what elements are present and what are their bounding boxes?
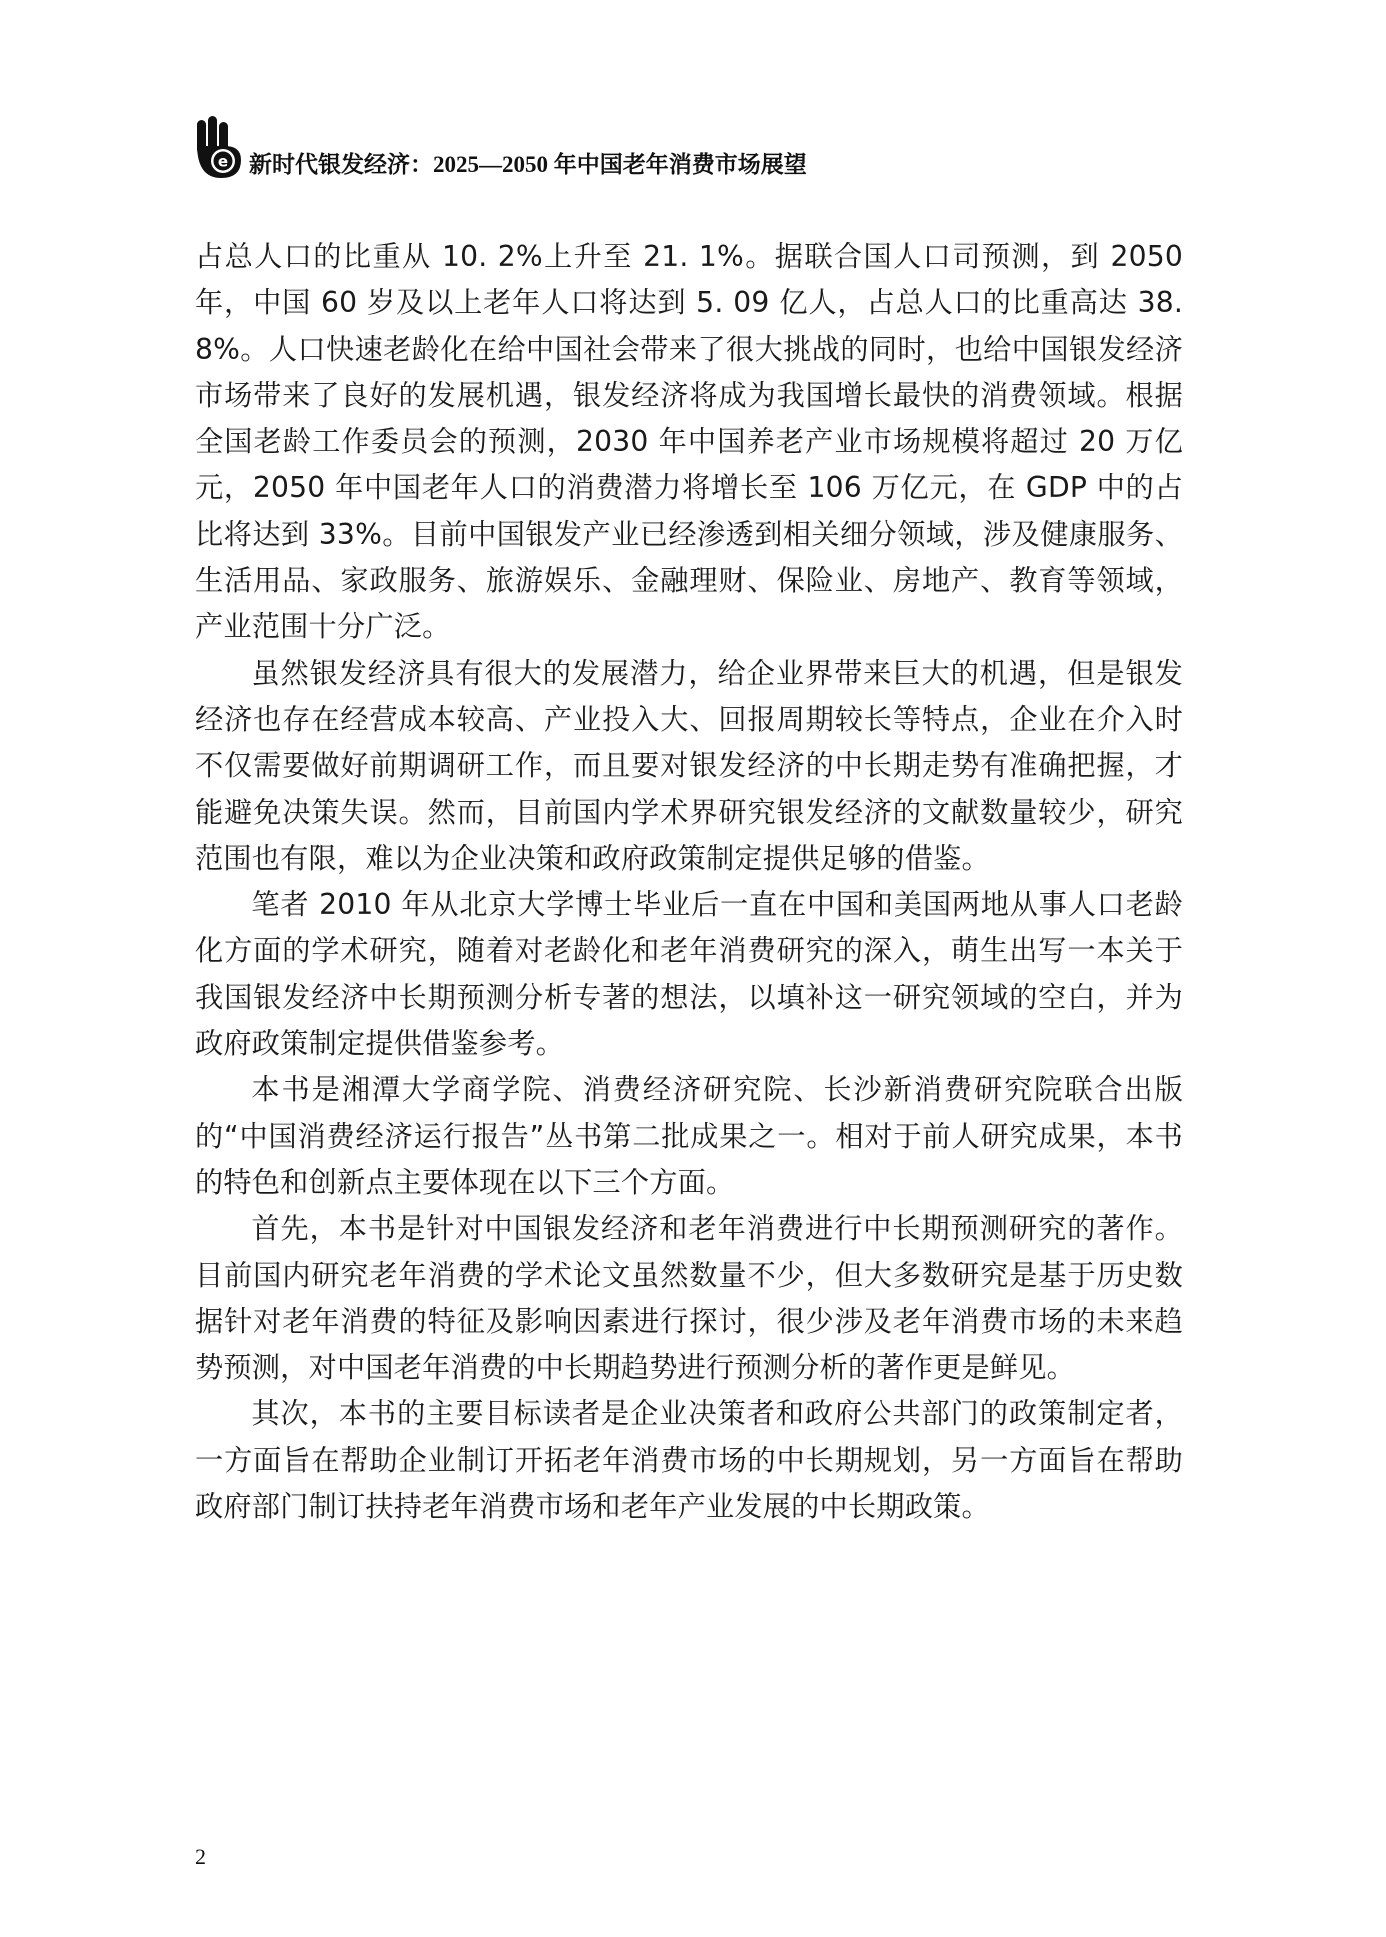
page-number: 2 — [195, 1844, 206, 1869]
hand-e-logo-icon — [195, 116, 243, 182]
paragraph: 其次，本书的主要目标读者是企业决策者和政府公共部门的政策制定者，一方面旨在帮助企业制订开拓老年消费市场的中长期规划，另一方面旨在帮助政府部门制订扶持老年消费市场和老年产业发展的中长期政策。 — [195, 1397, 1183, 1524]
body-text — [195, 234, 1183, 1530]
svg-text:e: e — [217, 152, 229, 171]
paragraph: 虽然银发经济具有很大的发展潜力，给企业界带来巨大的机遇，但是银发经济也存在经营成本较高、产业投入大、回报周期较长等特点，企业在介入时不仅需要做好前期调研工作，而且要对银发经济的中长期走势有准确把握，才能避免决策失误。然而，目前国内学术界研究银发经济的文献数量较少，研究范围也有限，难以为企业决策和政府政策制定提供足够的借鉴。 — [195, 656, 1183, 875]
page-header — [195, 110, 807, 182]
paragraph: 笔者 2010 年从北京大学博士毕业后一直在中国和美国两地从事人口老龄化方面的学术研究，随着对老龄化和老年消费研究的深入，萌生出写一本关于我国银发经济中长期预测分析专著的想法，以填补这一研究领域的空白，并为政府政策制定提供借鉴参考。 — [195, 888, 1183, 1061]
running-header-title: 新时代银发经济：2025—2050 年中国老年消费市场展望 — [249, 152, 807, 177]
paragraph: 本书是湘潭大学商学院、消费经济研究院、长沙新消费研究院联合出版的“中国消费经济运行报告”丛书第二批成果之一。相对于前人研究成果，本书的特色和创新点主要体现在以下三个方面。 — [195, 1073, 1183, 1199]
paragraph-continued: 占总人口的比重从 10. 2%上升至 21. 1%。据联合国人口司预测，到 2050 年，中国 60 岁及以上老年人口将达到 5. 09 亿人，占总人口的比重高达 38. 8%。人口快速老龄化在给中国社会带来了很大挑战的同时，也给中国银发经济市场带来了良好的发展机遇，银发经济将成为我国增长最快的消费领域。根据全国老龄工作委员会的预测，2030 年中国养老产业市场规模将超过 20 万亿元，2050 年中国老年人口的消费潜力将增长至 106 万亿元，在 GDP 中的占比将达到 33%。目前中国银发产业已经渗透到相关细分领域，涉及健康服务、生活用品、家政服务、旅游娱乐、金融理财、保险业、房地产、教育等领域，产业范围十分广泛。 — [195, 240, 1183, 644]
paragraph: 首先，本书是针对中国银发经济和老年消费进行中长期预测研究的著作。目前国内研究老年消费的学术论文虽然数量不少，但大多数研究是基于历史数据针对老年消费的特征及影响因素进行探讨，很少涉及老年消费市场的未来趋势预测，对中国老年消费的中长期趋势进行预测分析的著作更是鲜见。 — [195, 1212, 1183, 1385]
